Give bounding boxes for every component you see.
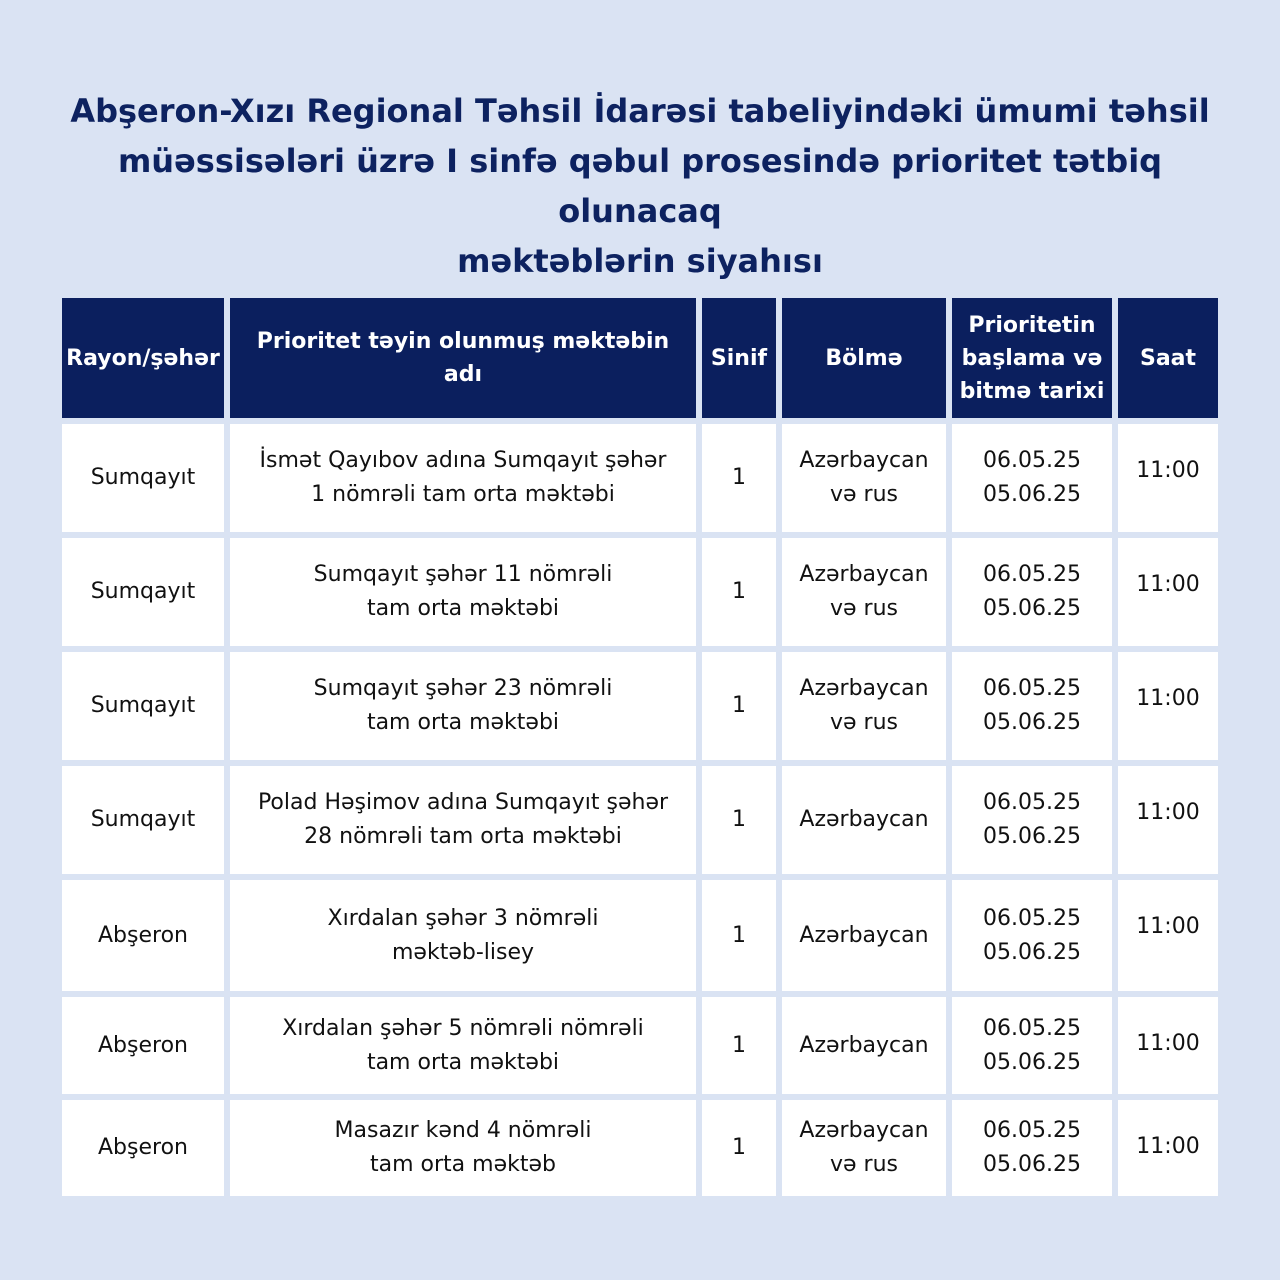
cell-grade: 1 — [702, 766, 776, 874]
cell-time: 11:00 — [1118, 424, 1218, 532]
table-row — [62, 652, 1218, 760]
header-priority-dates: Prioritetin başlama və bitmə tarixi — [952, 298, 1112, 418]
table-header-row — [62, 298, 1218, 418]
header-grade: Sinif — [702, 298, 776, 418]
header-section: Bölmə — [782, 298, 946, 418]
cell-dates: 06.05.25 05.06.25 — [952, 1100, 1112, 1196]
cell-district: Abşeron — [62, 1100, 224, 1196]
cell-grade: 1 — [702, 538, 776, 646]
cell-dates: 06.05.25 05.06.25 — [952, 538, 1112, 646]
table-row — [62, 766, 1218, 874]
cell-school-name: Masazır kənd 4 nömrəli tam orta məktəb — [230, 1100, 696, 1196]
cell-school-name: İsmət Qayıbov adına Sumqayıt şəhər 1 nömrəli tam orta məktəbi — [230, 424, 696, 532]
table-row — [62, 880, 1218, 991]
cell-grade: 1 — [702, 880, 776, 991]
cell-dates: 06.05.25 05.06.25 — [952, 766, 1112, 874]
cell-grade: 1 — [702, 1100, 776, 1196]
table-row — [62, 1100, 1218, 1196]
table-row — [62, 424, 1218, 532]
cell-time: 11:00 — [1118, 766, 1218, 874]
table-row — [62, 538, 1218, 646]
cell-grade: 1 — [702, 997, 776, 1094]
title-line-1: Abşeron-Xızı Regional Təhsil İdarəsi tabeliyindəki ümumi təhsil — [70, 92, 1210, 130]
cell-grade: 1 — [702, 424, 776, 532]
header-time: Saat — [1118, 298, 1218, 418]
schools-table — [56, 292, 1224, 1202]
page-title — [40, 86, 1240, 286]
cell-section: Azərbaycan — [782, 766, 946, 874]
cell-section: Azərbaycan və rus — [782, 538, 946, 646]
cell-school-name: Sumqayıt şəhər 23 nömrəli tam orta məktəbi — [230, 652, 696, 760]
cell-section: Azərbaycan — [782, 880, 946, 991]
cell-district: Sumqayıt — [62, 766, 224, 874]
header-district: Rayon/şəhər — [62, 298, 224, 418]
cell-school-name: Sumqayıt şəhər 11 nömrəli tam orta məktəbi — [230, 538, 696, 646]
cell-district: Sumqayıt — [62, 538, 224, 646]
cell-dates: 06.05.25 05.06.25 — [952, 652, 1112, 760]
cell-dates: 06.05.25 05.06.25 — [952, 424, 1112, 532]
header-school-name: Prioritet təyin olunmuş məktəbin adı — [230, 298, 696, 418]
cell-school-name: Xırdalan şəhər 3 nömrəli məktəb-lisey — [230, 880, 696, 991]
table-row — [62, 997, 1218, 1094]
cell-school-name: Xırdalan şəhər 5 nömrəli nömrəli tam orta məktəbi — [230, 997, 696, 1094]
cell-section: Azərbaycan və rus — [782, 652, 946, 760]
cell-section: Azərbaycan və rus — [782, 1100, 946, 1196]
cell-grade: 1 — [702, 652, 776, 760]
title-line-3: məktəblərin siyahısı — [457, 242, 823, 280]
cell-district: Sumqayıt — [62, 652, 224, 760]
cell-time: 11:00 — [1118, 997, 1218, 1094]
cell-dates: 06.05.25 05.06.25 — [952, 880, 1112, 991]
cell-section: Azərbaycan və rus — [782, 424, 946, 532]
cell-district: Sumqayıt — [62, 424, 224, 532]
cell-dates: 06.05.25 05.06.25 — [952, 997, 1112, 1094]
cell-time: 11:00 — [1118, 880, 1218, 991]
cell-time: 11:00 — [1118, 1100, 1218, 1196]
title-line-2: müəssisələri üzrə I sinfə qəbul prosesində prioritet tətbiq olunacaq — [117, 142, 1163, 230]
cell-section: Azərbaycan — [782, 997, 946, 1094]
cell-time: 11:00 — [1118, 652, 1218, 760]
cell-school-name: Polad Həşimov adına Sumqayıt şəhər 28 nömrəli tam orta məktəbi — [230, 766, 696, 874]
cell-time: 11:00 — [1118, 538, 1218, 646]
cell-district: Abşeron — [62, 880, 224, 991]
cell-district: Abşeron — [62, 997, 224, 1094]
